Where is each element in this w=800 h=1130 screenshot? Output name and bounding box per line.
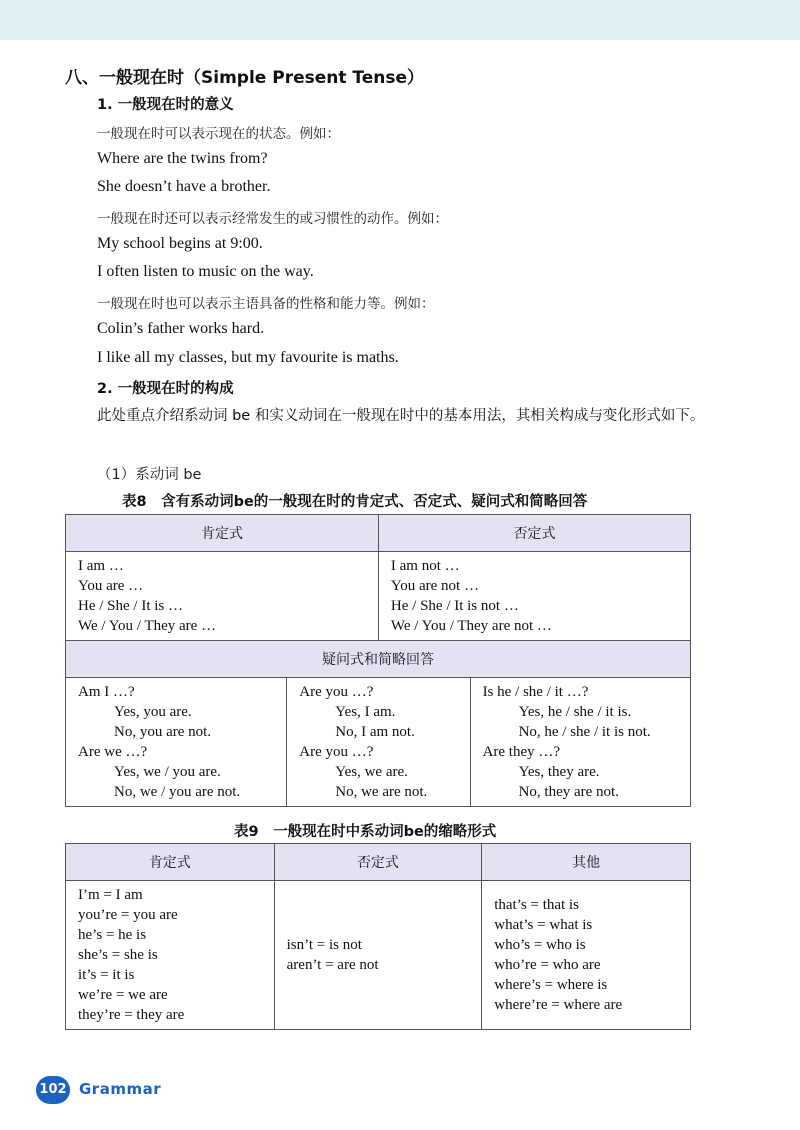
cell-line: No, he / she / it is not.	[518, 724, 651, 740]
cell-line: Yes, you are.	[114, 704, 192, 720]
cell-line: We / You / They are …	[78, 618, 217, 634]
example-3: My school begins at 9:00.	[97, 235, 263, 252]
table8-negative-cell	[378, 552, 690, 641]
table8-question-cell-1	[66, 678, 287, 807]
cell-line: it’s = it is	[78, 967, 135, 983]
cell-line: where’s = where is	[494, 977, 608, 993]
table9-negative-cell	[274, 881, 482, 1030]
text-ability: 一般现在时也可以表示主语具备的性格和能力等。例如：	[97, 296, 435, 312]
table8-question-cell-2	[287, 678, 470, 807]
cell-line: they’re = they are	[78, 1007, 185, 1023]
table9-affirmative-cell	[66, 881, 275, 1030]
cell-line: No, they are not.	[518, 784, 619, 800]
table9-header-negative: 否定式	[274, 844, 482, 881]
text-habit: 一般现在时还可以表示经常发生的或习惯性的动作。例如：	[97, 211, 448, 227]
cell-line: He / She / It is …	[78, 598, 183, 614]
cell-line: that’s = that is	[494, 897, 579, 913]
cell-line: Yes, we / you are.	[114, 764, 221, 780]
cell-line: I am …	[78, 558, 124, 574]
subheading-be: （1）系动词 be	[97, 467, 202, 483]
section-title: 八、一般现在时（Simple Present Tense）	[65, 68, 425, 88]
table8-header-negative: 否定式	[378, 515, 690, 552]
cell-line: No, we are not.	[335, 784, 428, 800]
cell-line: aren’t = are not	[286, 957, 379, 973]
table8	[65, 514, 691, 807]
cell-line: she’s = she is	[78, 947, 158, 963]
cell-line: he’s = he is	[78, 927, 147, 943]
cell-line: Yes, they are.	[518, 764, 600, 780]
cell-line: No, we / you are not.	[114, 784, 241, 800]
cell-line: Yes, he / she / it is.	[518, 704, 632, 720]
table9-header-affirmative: 肯定式	[66, 844, 275, 881]
cell-line: isn’t = is not	[286, 937, 362, 953]
cell-line: You are not …	[390, 578, 479, 594]
cell-line: where’re = where are	[494, 997, 623, 1013]
cell-line: who’s = who is	[494, 937, 586, 953]
cell-line: Are you …?	[299, 744, 374, 760]
subheading-meaning: 1. 一般现在时的意义	[97, 97, 234, 113]
table8-header-question: 疑问式和简略回答	[66, 641, 691, 678]
top-color-band	[0, 0, 800, 40]
cell-line: Is he / she / it …?	[482, 684, 589, 700]
cell-line: No, I am not.	[335, 724, 415, 740]
cell-line: You are …	[78, 578, 144, 594]
cell-line: Are they …?	[482, 744, 561, 760]
table9-other-cell	[482, 881, 691, 1030]
footer-section-label: Grammar	[79, 1080, 162, 1098]
cell-line: Yes, I am.	[335, 704, 396, 720]
table8-affirmative-cell	[66, 552, 379, 641]
cell-line: He / She / It is not …	[390, 598, 519, 614]
table8-question-cell-3	[470, 678, 690, 807]
cell-line: Are you …?	[299, 684, 374, 700]
table9-header-other: 其他	[482, 844, 691, 881]
cell-line: I’m = I am	[78, 887, 143, 903]
cell-line: you’re = you are	[78, 907, 178, 923]
cell-line: we’re = we are	[78, 987, 168, 1003]
table8-header-affirmative: 肯定式	[66, 515, 379, 552]
table8-caption: 表8 含有系动词be的一般现在时的肯定式、否定式、疑问式和简略回答	[122, 494, 588, 510]
example-5: Colin’s father works hard.	[97, 320, 265, 337]
cell-line: I am not …	[390, 558, 460, 574]
cell-line: Yes, we are.	[335, 764, 408, 780]
cell-line: No, you are not.	[114, 724, 212, 740]
table9	[65, 843, 691, 1030]
subheading-structure: 2. 一般现在时的构成	[97, 381, 234, 397]
cell-line: Are we …?	[78, 744, 148, 760]
example-4: I often listen to music on the way.	[97, 263, 314, 280]
table9-caption: 表9 一般现在时中系动词be的缩略形式	[234, 824, 497, 840]
cell-line: Am I …?	[78, 684, 135, 700]
cell-line: what’s = what is	[494, 917, 593, 933]
example-6: I like all my classes, but my favourite is maths.	[97, 349, 399, 366]
example-1: Where are the twins from?	[97, 150, 268, 167]
cell-line: We / You / They are not …	[390, 618, 552, 634]
structure-paragraph: 此处重点介绍系动词 be 和实义动词在一般现在时中的基本用法，其相关构成与变化形式如下。	[97, 408, 705, 424]
page-number: 102	[36, 1076, 70, 1104]
cell-line: who’re = who are	[494, 957, 601, 973]
text-state: 一般现在时可以表示现在的状态。例如：	[97, 126, 340, 142]
example-2: She doesn’t have a brother.	[97, 178, 271, 195]
